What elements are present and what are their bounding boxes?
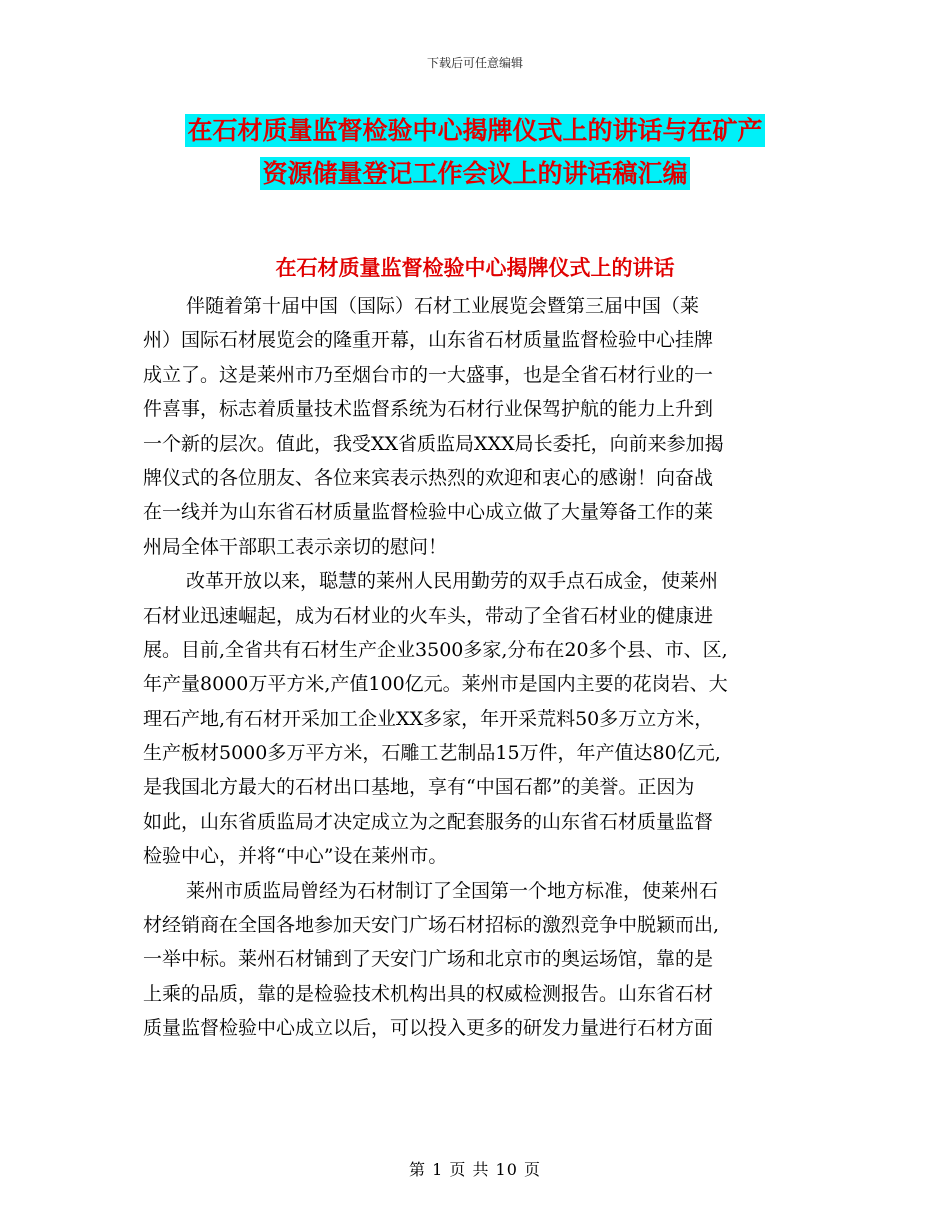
paragraph-line: 州）国际石材展览会的隆重开幕，山东省石材质量监督检验中心挂牌 [143,329,714,352]
paragraph-line: 材经销商在全国各地参加天安门广场石材招标的激烈竞争中脱颖而出, [143,914,720,937]
paragraph-line: 生产板材5000多万平方米，石雕工艺制品15万件，年产值达80亿元, [143,742,721,765]
paragraph-line: 如此，山东省质监局才决定成立为之配套服务的山东省石材质量监督 [143,810,714,833]
paragraph-line: 成立了。这是莱州市乃至烟台市的一大盛事，也是全省石材行业的一 [143,363,714,386]
paragraph-line: 在一线并为山东省石材质量监督检验中心成立做了大量筹备工作的莱 [143,501,714,524]
header-note: 下载后可任意编辑 [426,56,523,70]
paragraph-line: 理石产地,有石材开采加工企业XX多家，年开采荒料50多万立方米， [143,707,714,730]
body-text [143,289,823,1046]
main-title-line-1 [0,116,950,146]
main-title-line-2-text: 资源储量登记工作会议上的讲话稿汇编 [262,159,688,188]
section-title: 在石材质量监督检验中心揭牌仪式上的讲话 [275,256,675,280]
paragraph-line: 石材业迅速崛起，成为石材业的火车头，带动了全省石材业的健康进 [143,604,714,627]
main-title-line-1-text: 在石材质量监督检验中心揭牌仪式上的讲话与在矿产 [187,116,763,145]
main-title-line-2 [0,159,950,189]
paragraph-line: 年产量8000万平方米,产值100亿元。莱州市是国内主要的花岗岩、大 [143,673,728,696]
paragraph-line: 莱州市质监局曾经为石材制订了全国第一个地方标准，使莱州石 [186,879,719,902]
paragraph-line: 牌仪式的各位朋友、各位来宾表示热烈的欢迎和衷心的感谢！向奋战 [143,466,714,489]
page-footer: 第 1 页 共 10 页 [409,1160,541,1179]
paragraph-line: 改革开放以来，聪慧的莱州人民用勤劳的双手点石成金，使莱州 [186,570,719,593]
paragraph-line: 展。目前,全省共有石材生产企业3500多家,分布在20多个县、市、区, [143,638,728,661]
paragraph-line: 伴随着第十届中国（国际）石材工业展览会暨第三届中国（莱 [186,295,700,317]
paragraph-line: 是我国北方最大的石材出口基地，享有“中国石都”的美誉。正因为 [143,776,695,799]
paragraph-line: 件喜事，标志着质量技术监督系统为石材行业保驾护航的能力上升到 [143,398,714,421]
paragraph-line: 质量监督检验中心成立以后，可以投入更多的研发力量进行石材方面 [143,1017,714,1040]
paragraph-line: 一个新的层次。值此，我受XX省质监局XXX局长委托，向前来参加揭 [143,432,724,455]
paragraph-line: 州局全体干部职工表示亲切的慰问！ [143,535,448,558]
paragraph-line: 检验中心，并将“中心”设在莱州市。 [143,845,448,868]
paragraph-line: 上乘的品质，靠的是检验技术机构出具的权威检测报告。山东省石材 [143,982,714,1005]
paragraph-line: 一举中标。莱州石材铺到了天安门广场和北京市的奥运场馆，靠的是 [143,948,714,971]
